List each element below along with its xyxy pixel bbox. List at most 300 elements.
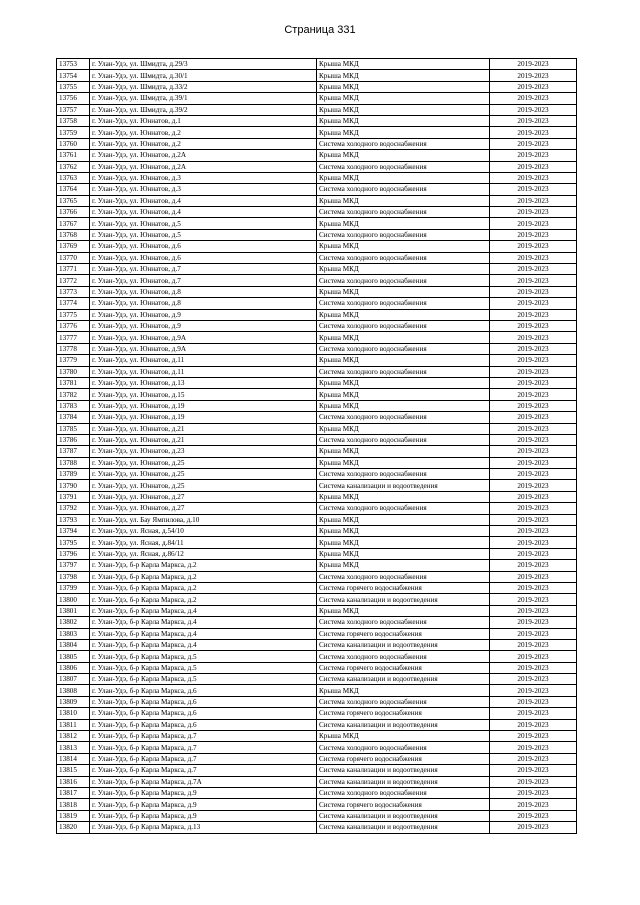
row-address-cell: г. Улан-Удэ, б-р Карла Маркса, д.7	[90, 742, 317, 753]
table-row	[57, 491, 577, 502]
row-address-cell: г. Улан-Удэ, ул. Шмидта, д.29/3	[90, 59, 317, 70]
row-address-cell: г. Улан-Удэ, ул. Юннатов, д.9	[90, 309, 317, 320]
row-address-cell: г. Улан-Удэ, ул. Юннатов, д.6	[90, 252, 317, 263]
table-row	[57, 264, 577, 275]
table-row	[57, 400, 577, 411]
row-address-cell: г. Улан-Удэ, ул. Ясная, д.84/11	[90, 537, 317, 548]
row-period-cell: 2019-2023	[490, 81, 577, 92]
row-period-cell: 2019-2023	[490, 503, 577, 514]
row-work-cell: Крыша МКД	[317, 332, 490, 343]
row-work-cell: Система холодного водоснабжения	[317, 469, 490, 480]
table-row	[57, 685, 577, 696]
table-row	[57, 605, 577, 616]
table-row	[57, 822, 577, 833]
row-address-cell: г. Улан-Удэ, б-р Карла Маркса, д.6	[90, 696, 317, 707]
row-id-cell: 13758	[57, 115, 90, 126]
table-row	[57, 218, 577, 229]
row-id-cell: 13773	[57, 286, 90, 297]
row-work-cell: Система канализации и водоотведения	[317, 765, 490, 776]
row-id-cell: 13805	[57, 651, 90, 662]
row-id-cell: 13815	[57, 765, 90, 776]
row-id-cell: 13763	[57, 172, 90, 183]
row-period-cell: 2019-2023	[490, 377, 577, 388]
row-period-cell: 2019-2023	[490, 628, 577, 639]
table-row	[57, 765, 577, 776]
table-row	[57, 662, 577, 673]
row-id-cell: 13782	[57, 389, 90, 400]
row-id-cell: 13765	[57, 195, 90, 206]
row-work-cell: Крыша МКД	[317, 423, 490, 434]
row-work-cell: Крыша МКД	[317, 377, 490, 388]
row-id-cell: 13770	[57, 252, 90, 263]
row-id-cell: 13812	[57, 731, 90, 742]
table-row	[57, 799, 577, 810]
row-id-cell: 13820	[57, 822, 90, 833]
table-row	[57, 753, 577, 764]
row-period-cell: 2019-2023	[490, 788, 577, 799]
table-row	[57, 343, 577, 354]
table-row	[57, 366, 577, 377]
row-work-cell: Система холодного водоснабжения	[317, 742, 490, 753]
table-row	[57, 412, 577, 423]
row-period-cell: 2019-2023	[490, 389, 577, 400]
row-work-cell: Система холодного водоснабжения	[317, 788, 490, 799]
row-address-cell: г. Улан-Удэ, ул. Юннатов, д.13	[90, 377, 317, 388]
row-id-cell: 13766	[57, 207, 90, 218]
row-address-cell: г. Улан-Удэ, б-р Карла Маркса, д.6	[90, 685, 317, 696]
row-work-cell: Система холодного водоснабжения	[317, 366, 490, 377]
row-period-cell: 2019-2023	[490, 685, 577, 696]
row-period-cell: 2019-2023	[490, 320, 577, 331]
table-row	[57, 560, 577, 571]
row-period-cell: 2019-2023	[490, 617, 577, 628]
row-address-cell: г. Улан-Удэ, б-р Карла Маркса, д.9	[90, 810, 317, 821]
row-work-cell: Крыша МКД	[317, 286, 490, 297]
row-period-cell: 2019-2023	[490, 184, 577, 195]
row-address-cell: г. Улан-Удэ, б-р Карла Маркса, д.7	[90, 765, 317, 776]
row-period-cell: 2019-2023	[490, 298, 577, 309]
table-row	[57, 434, 577, 445]
row-address-cell: г. Улан-Удэ, б-р Карла Маркса, д.2	[90, 560, 317, 571]
row-period-cell: 2019-2023	[490, 127, 577, 138]
row-work-cell: Система холодного водоснабжения	[317, 138, 490, 149]
row-work-cell: Система холодного водоснабжения	[317, 229, 490, 240]
row-work-cell: Крыша МКД	[317, 389, 490, 400]
row-work-cell: Крыша МКД	[317, 685, 490, 696]
table-row	[57, 696, 577, 707]
row-period-cell: 2019-2023	[490, 343, 577, 354]
row-address-cell: г. Улан-Удэ, ул. Юннатов, д.4	[90, 207, 317, 218]
row-work-cell: Система горячего водоснабжения	[317, 582, 490, 593]
row-address-cell: г. Улан-Удэ, б-р Карла Маркса, д.2	[90, 582, 317, 593]
row-address-cell: г. Улан-Удэ, ул. Юннатов, д.15	[90, 389, 317, 400]
row-id-cell: 13785	[57, 423, 90, 434]
row-period-cell: 2019-2023	[490, 218, 577, 229]
row-address-cell: г. Улан-Удэ, б-р Карла Маркса, д.6	[90, 708, 317, 719]
row-id-cell: 13788	[57, 457, 90, 468]
table-row	[57, 628, 577, 639]
row-period-cell: 2019-2023	[490, 275, 577, 286]
row-work-cell: Крыша МКД	[317, 127, 490, 138]
row-id-cell: 13777	[57, 332, 90, 343]
row-work-cell: Крыша МКД	[317, 355, 490, 366]
row-period-cell: 2019-2023	[490, 400, 577, 411]
row-id-cell: 13814	[57, 753, 90, 764]
row-period-cell: 2019-2023	[490, 571, 577, 582]
row-address-cell: г. Улан-Удэ, б-р Карла Маркса, д.4	[90, 605, 317, 616]
table-row	[57, 241, 577, 252]
row-id-cell: 13784	[57, 412, 90, 423]
row-id-cell: 13797	[57, 560, 90, 571]
row-work-cell: Крыша МКД	[317, 731, 490, 742]
table-row	[57, 469, 577, 480]
row-id-cell: 13806	[57, 662, 90, 673]
row-period-cell: 2019-2023	[490, 491, 577, 502]
row-id-cell: 13753	[57, 59, 90, 70]
row-id-cell: 13809	[57, 696, 90, 707]
row-id-cell: 13813	[57, 742, 90, 753]
row-period-cell: 2019-2023	[490, 765, 577, 776]
row-id-cell: 13767	[57, 218, 90, 229]
row-id-cell: 13795	[57, 537, 90, 548]
table-row	[57, 298, 577, 309]
row-id-cell: 13803	[57, 628, 90, 639]
row-work-cell: Система канализации и водоотведения	[317, 594, 490, 605]
row-address-cell: г. Улан-Удэ, ул. Юннатов, д.19	[90, 412, 317, 423]
table-row	[57, 548, 577, 559]
row-period-cell: 2019-2023	[490, 514, 577, 525]
row-id-cell: 13787	[57, 446, 90, 457]
table-row	[57, 161, 577, 172]
table-row	[57, 639, 577, 650]
row-id-cell: 13760	[57, 138, 90, 149]
row-address-cell: г. Улан-Удэ, ул. Юннатов, д.2А	[90, 161, 317, 172]
row-id-cell: 13762	[57, 161, 90, 172]
row-id-cell: 13790	[57, 480, 90, 491]
row-id-cell: 13774	[57, 298, 90, 309]
table-row	[57, 184, 577, 195]
table-row	[57, 138, 577, 149]
row-work-cell: Крыша МКД	[317, 400, 490, 411]
row-address-cell: г. Улан-Удэ, ул. Шмидта, д.33/2	[90, 81, 317, 92]
table-row	[57, 104, 577, 115]
row-period-cell: 2019-2023	[490, 229, 577, 240]
row-id-cell: 13755	[57, 81, 90, 92]
row-work-cell: Крыша МКД	[317, 93, 490, 104]
row-period-cell: 2019-2023	[490, 582, 577, 593]
row-address-cell: г. Улан-Удэ, б-р Карла Маркса, д.7	[90, 753, 317, 764]
row-address-cell: г. Улан-Удэ, б-р Карла Маркса, д.2	[90, 594, 317, 605]
table-row	[57, 377, 577, 388]
table-row	[57, 423, 577, 434]
table-row	[57, 674, 577, 685]
row-work-cell: Крыша МКД	[317, 514, 490, 525]
row-id-cell: 13761	[57, 150, 90, 161]
row-address-cell: г. Улан-Удэ, ул. Юннатов, д.6	[90, 241, 317, 252]
row-address-cell: г. Улан-Удэ, ул. Шмидта, д.39/2	[90, 104, 317, 115]
row-id-cell: 13816	[57, 776, 90, 787]
row-address-cell: г. Улан-Удэ, ул. Юннатов, д.5	[90, 218, 317, 229]
row-period-cell: 2019-2023	[490, 457, 577, 468]
row-id-cell: 13811	[57, 719, 90, 730]
table-row	[57, 731, 577, 742]
row-period-cell: 2019-2023	[490, 423, 577, 434]
row-period-cell: 2019-2023	[490, 742, 577, 753]
row-address-cell: г. Улан-Удэ, ул. Юннатов, д.8	[90, 298, 317, 309]
row-period-cell: 2019-2023	[490, 286, 577, 297]
row-address-cell: г. Улан-Удэ, б-р Карла Маркса, д.4	[90, 628, 317, 639]
row-address-cell: г. Улан-Удэ, ул. Юннатов, д.8	[90, 286, 317, 297]
row-work-cell: Система горячего водоснабжения	[317, 662, 490, 673]
row-id-cell: 13817	[57, 788, 90, 799]
row-address-cell: г. Улан-Удэ, ул. Юннатов, д.1	[90, 115, 317, 126]
row-work-cell: Крыша МКД	[317, 548, 490, 559]
row-address-cell: г. Улан-Удэ, б-р Карла Маркса, д.13	[90, 822, 317, 833]
row-period-cell: 2019-2023	[490, 355, 577, 366]
row-period-cell: 2019-2023	[490, 172, 577, 183]
table-row	[57, 172, 577, 183]
table-row	[57, 719, 577, 730]
row-id-cell: 13800	[57, 594, 90, 605]
row-period-cell: 2019-2023	[490, 548, 577, 559]
row-id-cell: 13779	[57, 355, 90, 366]
row-period-cell: 2019-2023	[490, 594, 577, 605]
table-row	[57, 81, 577, 92]
row-id-cell: 13801	[57, 605, 90, 616]
row-period-cell: 2019-2023	[490, 207, 577, 218]
table-row	[57, 195, 577, 206]
row-work-cell: Крыша МКД	[317, 115, 490, 126]
row-address-cell: г. Улан-Удэ, ул. Юннатов, д.9А	[90, 343, 317, 354]
row-period-cell: 2019-2023	[490, 560, 577, 571]
row-work-cell: Крыша МКД	[317, 526, 490, 537]
row-address-cell: г. Улан-Удэ, ул. Юннатов, д.3	[90, 184, 317, 195]
row-period-cell: 2019-2023	[490, 115, 577, 126]
row-period-cell: 2019-2023	[490, 526, 577, 537]
row-id-cell: 13810	[57, 708, 90, 719]
row-period-cell: 2019-2023	[490, 366, 577, 377]
row-address-cell: г. Улан-Удэ, ул. Юннатов, д.9	[90, 320, 317, 331]
row-work-cell: Система холодного водоснабжения	[317, 412, 490, 423]
row-address-cell: г. Улан-Удэ, б-р Карла Маркса, д.9	[90, 788, 317, 799]
row-work-cell: Система холодного водоснабжения	[317, 696, 490, 707]
table-row	[57, 776, 577, 787]
table-row	[57, 59, 577, 70]
row-address-cell: г. Улан-Удэ, б-р Карла Маркса, д.7	[90, 731, 317, 742]
row-work-cell: Крыша МКД	[317, 605, 490, 616]
row-work-cell: Крыша МКД	[317, 241, 490, 252]
row-period-cell: 2019-2023	[490, 719, 577, 730]
row-address-cell: г. Улан-Удэ, б-р Карла Маркса, д.4	[90, 639, 317, 650]
table-row	[57, 389, 577, 400]
row-id-cell: 13768	[57, 229, 90, 240]
table-row	[57, 457, 577, 468]
table-row	[57, 446, 577, 457]
row-work-cell: Крыша МКД	[317, 264, 490, 275]
row-work-cell: Система холодного водоснабжения	[317, 161, 490, 172]
row-id-cell: 13776	[57, 320, 90, 331]
row-address-cell: г. Улан-Удэ, ул. Юннатов, д.25	[90, 457, 317, 468]
row-address-cell: г. Улан-Удэ, ул. Юннатов, д.25	[90, 480, 317, 491]
row-id-cell: 13808	[57, 685, 90, 696]
row-period-cell: 2019-2023	[490, 138, 577, 149]
row-work-cell: Система канализации и водоотведения	[317, 480, 490, 491]
row-address-cell: г. Улан-Удэ, ул. Шмидта, д.30/1	[90, 70, 317, 81]
row-id-cell: 13772	[57, 275, 90, 286]
row-period-cell: 2019-2023	[490, 332, 577, 343]
row-work-cell: Система холодного водоснабжения	[317, 434, 490, 445]
row-period-cell: 2019-2023	[490, 309, 577, 320]
row-period-cell: 2019-2023	[490, 731, 577, 742]
row-period-cell: 2019-2023	[490, 241, 577, 252]
row-work-cell: Система горячего водоснабжения	[317, 708, 490, 719]
table-row	[57, 526, 577, 537]
row-period-cell: 2019-2023	[490, 195, 577, 206]
table-row	[57, 617, 577, 628]
row-work-cell: Система горячего водоснабжения	[317, 753, 490, 764]
row-work-cell: Система холодного водоснабжения	[317, 651, 490, 662]
table-row	[57, 229, 577, 240]
row-id-cell: 13756	[57, 93, 90, 104]
registry-table-body	[57, 59, 577, 834]
row-period-cell: 2019-2023	[490, 434, 577, 445]
row-period-cell: 2019-2023	[490, 662, 577, 673]
row-period-cell: 2019-2023	[490, 537, 577, 548]
row-work-cell: Система холодного водоснабжения	[317, 275, 490, 286]
row-id-cell: 13754	[57, 70, 90, 81]
row-address-cell: г. Улан-Удэ, ул. Юннатов, д.23	[90, 446, 317, 457]
row-id-cell: 13799	[57, 582, 90, 593]
row-work-cell: Система холодного водоснабжения	[317, 617, 490, 628]
row-period-cell: 2019-2023	[490, 799, 577, 810]
row-work-cell: Система канализации и водоотведения	[317, 674, 490, 685]
row-period-cell: 2019-2023	[490, 776, 577, 787]
row-id-cell: 13792	[57, 503, 90, 514]
table-row	[57, 480, 577, 491]
row-address-cell: г. Улан-Удэ, б-р Карла Маркса, д.4	[90, 617, 317, 628]
row-id-cell: 13804	[57, 639, 90, 650]
row-period-cell: 2019-2023	[490, 70, 577, 81]
row-period-cell: 2019-2023	[490, 412, 577, 423]
row-period-cell: 2019-2023	[490, 753, 577, 764]
row-address-cell: г. Улан-Удэ, ул. Юннатов, д.27	[90, 491, 317, 502]
table-row	[57, 332, 577, 343]
table-row	[57, 275, 577, 286]
row-id-cell: 13794	[57, 526, 90, 537]
row-address-cell: г. Улан-Удэ, ул. Ясная, д.54/10	[90, 526, 317, 537]
row-address-cell: г. Улан-Удэ, ул. Бау Ямпилова, д.10	[90, 514, 317, 525]
row-period-cell: 2019-2023	[490, 822, 577, 833]
row-period-cell: 2019-2023	[490, 150, 577, 161]
row-period-cell: 2019-2023	[490, 810, 577, 821]
row-address-cell: г. Улан-Удэ, ул. Юннатов, д.11	[90, 366, 317, 377]
row-address-cell: г. Улан-Удэ, ул. Юннатов, д.5	[90, 229, 317, 240]
row-address-cell: г. Улан-Удэ, б-р Карла Маркса, д.5	[90, 662, 317, 673]
row-work-cell: Крыша МКД	[317, 81, 490, 92]
row-work-cell: Крыша МКД	[317, 537, 490, 548]
row-id-cell: 13793	[57, 514, 90, 525]
table-row	[57, 514, 577, 525]
row-work-cell: Система канализации и водоотведения	[317, 822, 490, 833]
row-period-cell: 2019-2023	[490, 59, 577, 70]
row-id-cell: 13786	[57, 434, 90, 445]
row-work-cell: Крыша МКД	[317, 104, 490, 115]
row-work-cell: Система холодного водоснабжения	[317, 571, 490, 582]
row-work-cell: Крыша МКД	[317, 446, 490, 457]
row-period-cell: 2019-2023	[490, 446, 577, 457]
row-work-cell: Крыша МКД	[317, 218, 490, 229]
row-work-cell: Система канализации и водоотведения	[317, 639, 490, 650]
row-work-cell: Крыша МКД	[317, 150, 490, 161]
row-id-cell: 13819	[57, 810, 90, 821]
row-work-cell: Крыша МКД	[317, 457, 490, 468]
row-period-cell: 2019-2023	[490, 674, 577, 685]
row-id-cell: 13796	[57, 548, 90, 559]
row-address-cell: г. Улан-Удэ, ул. Юннатов, д.21	[90, 434, 317, 445]
row-address-cell: г. Улан-Удэ, ул. Юннатов, д.7	[90, 275, 317, 286]
table-row	[57, 708, 577, 719]
row-work-cell: Система холодного водоснабжения	[317, 207, 490, 218]
row-work-cell: Крыша МКД	[317, 491, 490, 502]
row-work-cell: Крыша МКД	[317, 70, 490, 81]
registry-table	[56, 58, 577, 834]
table-row	[57, 207, 577, 218]
table-row	[57, 150, 577, 161]
row-period-cell: 2019-2023	[490, 696, 577, 707]
table-row	[57, 115, 577, 126]
table-row	[57, 286, 577, 297]
table-row	[57, 571, 577, 582]
row-address-cell: г. Улан-Удэ, ул. Юннатов, д.2А	[90, 150, 317, 161]
row-address-cell: г. Улан-Удэ, б-р Карла Маркса, д.6	[90, 719, 317, 730]
row-work-cell: Система канализации и водоотведения	[317, 719, 490, 730]
row-address-cell: г. Улан-Удэ, ул. Шмидта, д.39/1	[90, 93, 317, 104]
row-period-cell: 2019-2023	[490, 480, 577, 491]
row-address-cell: г. Улан-Удэ, ул. Ясная, д.86/12	[90, 548, 317, 559]
table-row	[57, 582, 577, 593]
table-row	[57, 651, 577, 662]
table-row	[57, 742, 577, 753]
row-period-cell: 2019-2023	[490, 708, 577, 719]
row-id-cell: 13807	[57, 674, 90, 685]
row-work-cell: Крыша МКД	[317, 172, 490, 183]
row-id-cell: 13798	[57, 571, 90, 582]
table-row	[57, 320, 577, 331]
row-address-cell: г. Улан-Удэ, ул. Юннатов, д.7	[90, 264, 317, 275]
row-period-cell: 2019-2023	[490, 104, 577, 115]
row-address-cell: г. Улан-Удэ, ул. Юннатов, д.19	[90, 400, 317, 411]
row-period-cell: 2019-2023	[490, 651, 577, 662]
row-work-cell: Крыша МКД	[317, 59, 490, 70]
row-period-cell: 2019-2023	[490, 264, 577, 275]
row-period-cell: 2019-2023	[490, 469, 577, 480]
row-address-cell: г. Улан-Удэ, ул. Юннатов, д.2	[90, 138, 317, 149]
row-id-cell: 13759	[57, 127, 90, 138]
table-row	[57, 788, 577, 799]
row-id-cell: 13802	[57, 617, 90, 628]
row-id-cell: 13775	[57, 309, 90, 320]
row-id-cell: 13778	[57, 343, 90, 354]
row-period-cell: 2019-2023	[490, 93, 577, 104]
row-work-cell: Система горячего водоснабжения	[317, 628, 490, 639]
row-period-cell: 2019-2023	[490, 605, 577, 616]
row-work-cell: Крыша МКД	[317, 309, 490, 320]
row-id-cell: 13771	[57, 264, 90, 275]
row-work-cell: Крыша МКД	[317, 195, 490, 206]
row-period-cell: 2019-2023	[490, 161, 577, 172]
row-work-cell: Система холодного водоснабжения	[317, 503, 490, 514]
row-id-cell: 13818	[57, 799, 90, 810]
